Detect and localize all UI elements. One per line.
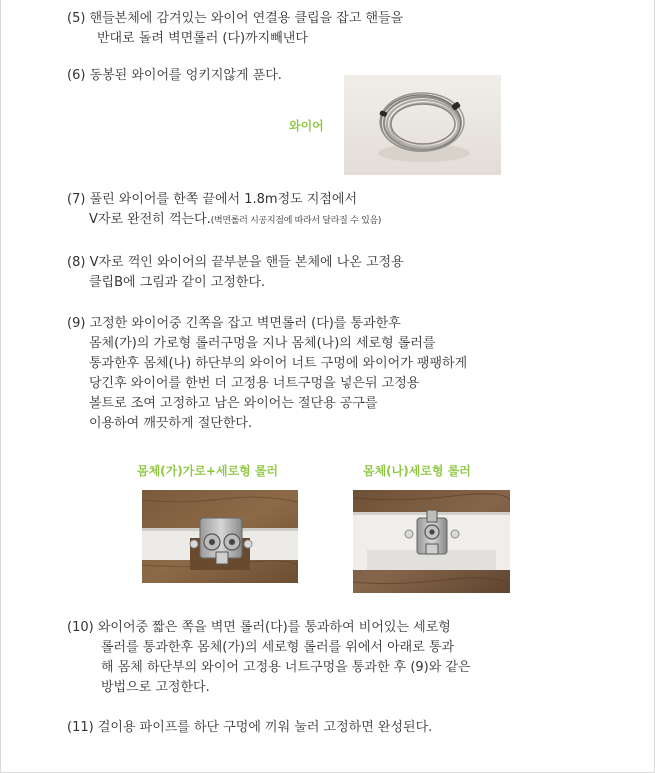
step-text-line: 고정한 와이어중 긴쪽을 잡고 벽면롤러 (다)를 통과한후 — [89, 316, 401, 331]
step-10 — [67, 618, 471, 698]
step-6 — [67, 66, 282, 86]
step-number: (11) — [67, 720, 94, 735]
step-text-line: 클립B에 그림과 같이 고정한다. — [89, 275, 266, 290]
step-text-line: 반대로 돌려 벽면롤러 (다)까지빼낸다 — [97, 31, 308, 46]
step-text-line: 걸이용 파이프를 하단 구멍에 끼워 눌러 고정하면 완성된다. — [97, 720, 433, 735]
step-text-line: V자로 꺽인 와이어의 끝부분을 핸들 본체에 나온 고정용 — [89, 255, 404, 270]
step-number: (5) — [67, 11, 86, 26]
step-text-line: 방법으로 고정한다. — [101, 680, 210, 695]
step-number: (7) — [67, 192, 86, 207]
step-text-line: 동봉된 와이어를 엉키지않게 푼다. — [89, 68, 282, 83]
step-number: (8) — [67, 255, 86, 270]
step-text-line: 해 몸체 하단부의 와이어 고정용 너트구멍을 통과한 후 (9)와 같은 — [101, 660, 471, 675]
step-note: (벽면롤러 시공지점에 따라서 달라질 수 있음) — [210, 216, 382, 226]
step-text-line: 당긴후 와이어를 한번 더 고정용 너트구멍을 넣은뒤 고정용 — [89, 376, 420, 391]
step-text-line: 풀린 와이어를 한쪽 끝에서 1.8m정도 지점에서 — [89, 192, 358, 207]
step-number: (6) — [67, 68, 86, 83]
step-number: (10) — [67, 620, 94, 635]
step-8 — [67, 253, 404, 293]
step-text-line: 롤러를 통과한후 몸체(가)의 세로형 롤러를 위에서 아래로 통과 — [101, 640, 455, 655]
wire-coil-photo — [344, 75, 501, 175]
step-text-line: 볼트로 조여 고정하고 남은 와이어는 절단용 공구를 — [89, 396, 378, 411]
step-number: (9) — [67, 316, 86, 331]
body-a-label: 몸체(가)가로+세로형 롤러 — [137, 464, 279, 478]
wire-label: 와이어 — [289, 119, 324, 133]
step-text-line: 핸들본체에 감겨있는 와이어 연결용 클립을 잡고 핸들을 — [89, 11, 404, 26]
step-text-line: 와이어중 짧은 쪽을 벽면 롤러(다)를 통과하여 비어있는 세로형 — [97, 620, 451, 635]
step-text-line: 몸체(가)의 가로형 롤러구멍을 지나 몸체(나)의 세로형 롤러를 — [89, 336, 436, 351]
step-7 — [67, 190, 381, 231]
step-text-line: 통과한후 몸체(나) 하단부의 와이어 너트 구멍에 와이어가 팽팽하게 — [89, 356, 468, 371]
step-9 — [67, 314, 467, 434]
body-b-label: 몸체(나)세로형 롤러 — [363, 464, 471, 478]
body-a-roller-photo — [142, 490, 298, 583]
step-text-line: 이용하여 깨끗하게 절단한다. — [89, 416, 253, 431]
step-text-line: V자로 완전히 꺽는다. — [89, 212, 211, 227]
body-b-roller-photo — [353, 490, 510, 593]
step-11 — [67, 718, 432, 738]
step-5 — [67, 9, 403, 49]
